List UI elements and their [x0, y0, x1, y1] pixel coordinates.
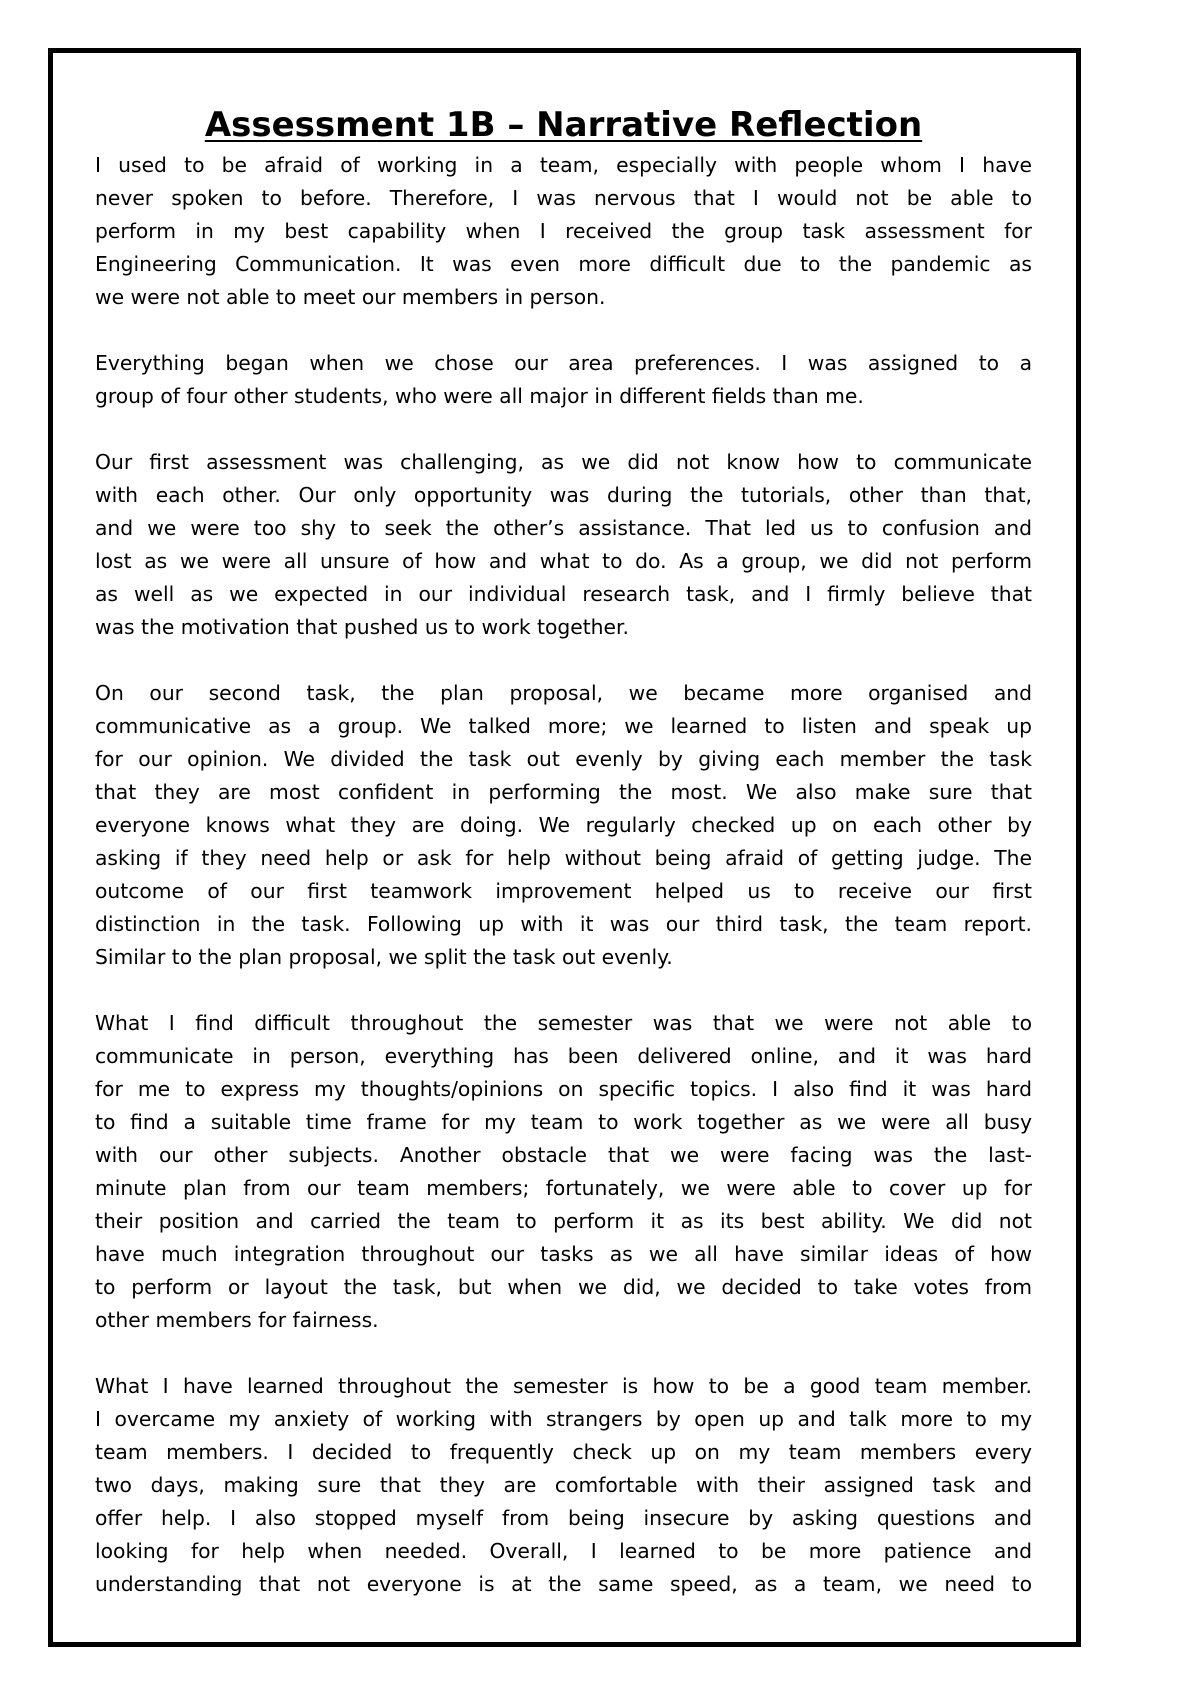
- text-line: Engineering Communication. It was even more difficult due to the pandemic as: [95, 252, 1032, 276]
- text-line: distinction in the task. Following up with it was our third task, the team report.: [95, 912, 1032, 936]
- paragraph: [95, 677, 1032, 974]
- text-line: Everything began when we chose our area preferences. I was assigned to a: [95, 351, 1032, 375]
- text-line: communicative as a group. We talked more; we learned to listen and speak up: [95, 714, 1032, 738]
- text-line: with each other. Our only opportunity was during the tutorials, other than that,: [95, 483, 1032, 507]
- text-line: to perform or layout the task, but when we did, we decided to take votes from: [95, 1275, 1032, 1299]
- text-line: team members. I decided to frequently check up on my team members every: [95, 1440, 1032, 1464]
- text-line: lost as we were all unsure of how and what to do. As a group, we did not perform: [95, 549, 1032, 573]
- text-line: was the motivation that pushed us to work together.: [95, 615, 629, 639]
- text-line: other members for fairness.: [95, 1308, 379, 1332]
- text-line: to find a suitable time frame for my team to work together as we were all busy: [95, 1110, 1032, 1134]
- text-line: Our first assessment was challenging, as we did not know how to communicate: [95, 450, 1032, 474]
- document-title: Assessment 1B – Narrative Reflection: [204, 105, 923, 145]
- paragraph: [95, 149, 1032, 314]
- paragraph: [95, 446, 1032, 644]
- text-line: looking for help when needed. Overall, I learned to be more patience and: [95, 1539, 1032, 1563]
- text-line: two days, making sure that they are comfortable with their assigned task and: [95, 1473, 1032, 1497]
- text-line: What I find difficult throughout the semester was that we were not able to: [95, 1011, 1032, 1035]
- paragraph: [95, 1370, 1032, 1601]
- text-line: have much integration throughout our tasks as we all have similar ideas of how: [95, 1242, 1032, 1266]
- text-line: that they are most confident in performing the most. We also make sure that: [95, 780, 1032, 804]
- text-line: On our second task, the plan proposal, we became more organised and: [95, 681, 1032, 705]
- text-line: and we were too shy to seek the other’s assistance. That led us to confusion and: [95, 516, 1032, 540]
- text-line: asking if they need help or ask for help without being afraid of getting judge. The: [95, 846, 1032, 870]
- text-line: as well as we expected in our individual research task, and I firmly believe that: [95, 582, 1032, 606]
- text-line: What I have learned throughout the semester is how to be a good team member.: [95, 1374, 1032, 1398]
- text-line: minute plan from our team members; fortunately, we were able to cover up for: [95, 1176, 1032, 1200]
- text-line: everyone knows what they are doing. We regularly checked up on each other by: [95, 813, 1032, 837]
- text-line: for me to express my thoughts/opinions on specific topics. I also find it was hard: [95, 1077, 1032, 1101]
- text-line: perform in my best capability when I received the group task assessment for: [95, 219, 1032, 243]
- text-line: offer help. I also stopped myself from being insecure by asking questions and: [95, 1506, 1032, 1530]
- text-line: I overcame my anxiety of working with strangers by open up and talk more to my: [95, 1407, 1032, 1431]
- text-line: never spoken to before. Therefore, I was nervous that I would not be able to: [95, 186, 1032, 210]
- text-line: Similar to the plan proposal, we split the task out evenly.: [95, 945, 673, 969]
- text-line: communicate in person, everything has been delivered online, and it was hard: [95, 1044, 1032, 1068]
- text-line: group of four other students, who were all major in different fields than me.: [95, 384, 864, 408]
- paragraph: [95, 1007, 1032, 1337]
- text-line: outcome of our first teamwork improvement helped us to receive our first: [95, 879, 1032, 903]
- text-line: understanding that not everyone is at the same speed, as a team, we need to: [95, 1572, 1032, 1596]
- paragraph: [95, 347, 1032, 413]
- text-line: their position and carried the team to perform it as its best ability. We did not: [95, 1209, 1032, 1233]
- text-line: with our other subjects. Another obstacle that we were facing was the last-: [95, 1143, 1032, 1167]
- document-body: [95, 149, 1032, 1634]
- text-line: I used to be afraid of working in a team, especially with people whom I have: [95, 153, 1032, 177]
- text-line: we were not able to meet our members in person.: [95, 285, 606, 309]
- text-line: for our opinion. We divided the task out evenly by giving each member the task: [95, 747, 1032, 771]
